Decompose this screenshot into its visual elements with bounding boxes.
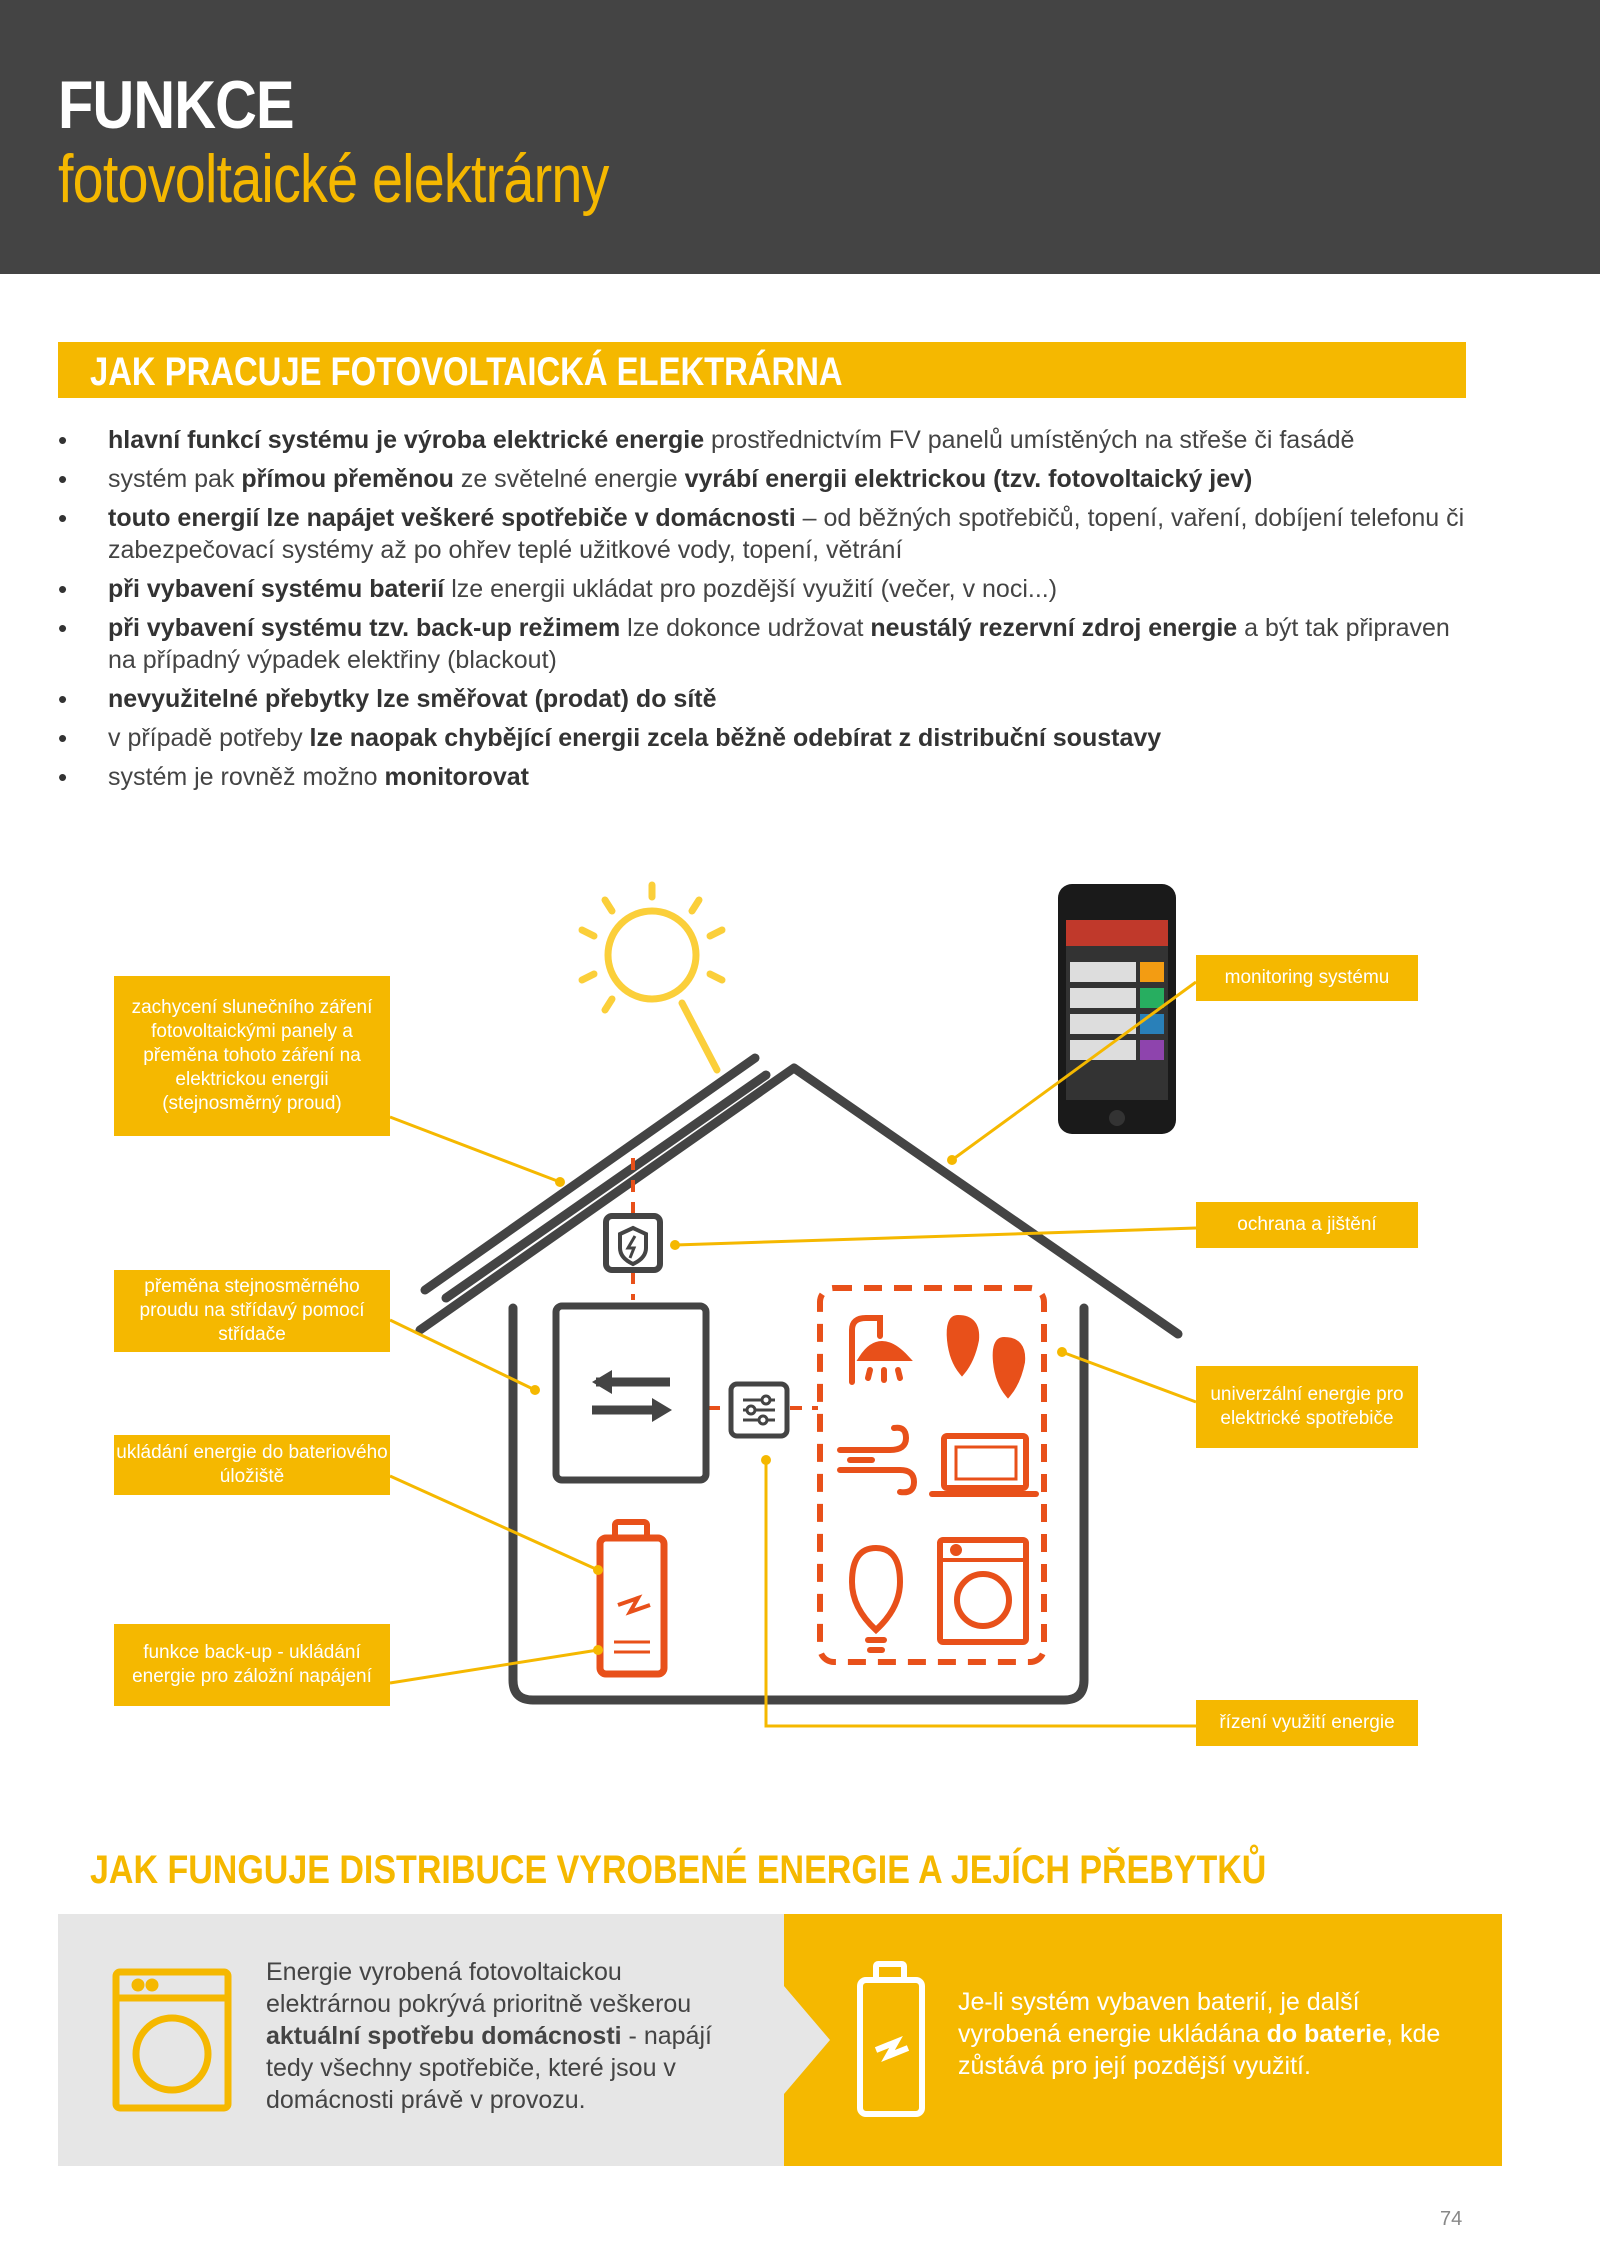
label-inverter: přeměna stejnosměrného proudu na střídavý pomocí střídače	[114, 1270, 390, 1352]
label-protection: ochrana a jištění	[1196, 1202, 1418, 1248]
page-title: FUNKCE	[58, 67, 294, 143]
list-item: • touto energií lze napájet veškeré spotřebiče v domácnosti – od běžných spotřebičů, topení, vaření, dobíjení telefonu či zabezpečovací systémy až po ohřev teplé užitkové vody, topení, větrání	[58, 502, 1478, 566]
battery-icon	[860, 1964, 922, 2114]
battery-text: Je-li systém vybaven baterií, je další vyrobená energie ukládána do baterie, kde zůstává pro její pozdější využití.	[958, 1988, 1441, 2080]
list-item: • při vybavení systému baterií lze energii ukládat pro pozdější využití (večer, v noci...)	[58, 573, 1478, 605]
section-heading: JAK PRACUJE FOTOVOLTAICKÁ ELEKTRÁRNA	[90, 350, 843, 394]
list-item: • při vybavení systému tzv. back-up režimem lze dokonce udržovat neustálý rezervní zdroj energie a být tak připraven na případný výpadek elektřiny (blackout)	[58, 612, 1478, 676]
list-item: • hlavní funkcí systému je výroba elektrické energie prostřednictvím FV panelů umístěných na střeše či fasádě	[58, 424, 1478, 456]
label-universal-energy: univerzální energie pro elektrické spotřebiče	[1196, 1366, 1418, 1448]
label-battery-storage: ukládání energie do bateriového úložiště	[114, 1435, 390, 1495]
label-energy-control: řízení využití energie	[1196, 1700, 1418, 1746]
label-backup: funkce back-up - ukládání energie pro záložní napájení	[114, 1624, 390, 1706]
list-item: • nevyužitelné přebytky lze směřovat (prodat) do sítě	[58, 683, 1478, 715]
label-solar-capture: zachycení slunečního záření fotovoltaickými panely a přeměna tohoto záření na elektrickou energii (stejnosměrný proud)	[114, 976, 390, 1136]
page-number: 74	[1440, 2208, 1463, 2230]
list-item: • systém je rovněž možno monitorovat	[58, 761, 1478, 793]
label-monitoring: monitoring systému	[1196, 955, 1418, 1001]
list-item: • v případě potřeby lze naopak chybějící energii zcela běžně odebírat z distribuční soustavy	[58, 722, 1478, 754]
list-item: • systém pak přímou přeměnou ze světelné energie vyrábí energii elektrickou (tzv. fotovoltaický jev)	[58, 463, 1478, 495]
consumption-text: Energie vyrobená fotovoltaickou elektrárnou pokrývá prioritně veškerou aktuální spotřebu domácnosti - napájí tedy všechny spotřebiče, které jsou v domácnosti právě v provozu.	[266, 1958, 712, 2114]
page-subtitle: fotovoltaické elektrárny	[58, 141, 609, 217]
section2-heading: JAK FUNGUJE DISTRIBUCE VYROBENÉ ENERGIE A JEJÍCH PŘEBYTKŮ	[90, 1848, 1267, 1892]
washing-machine-icon	[116, 1972, 228, 2108]
